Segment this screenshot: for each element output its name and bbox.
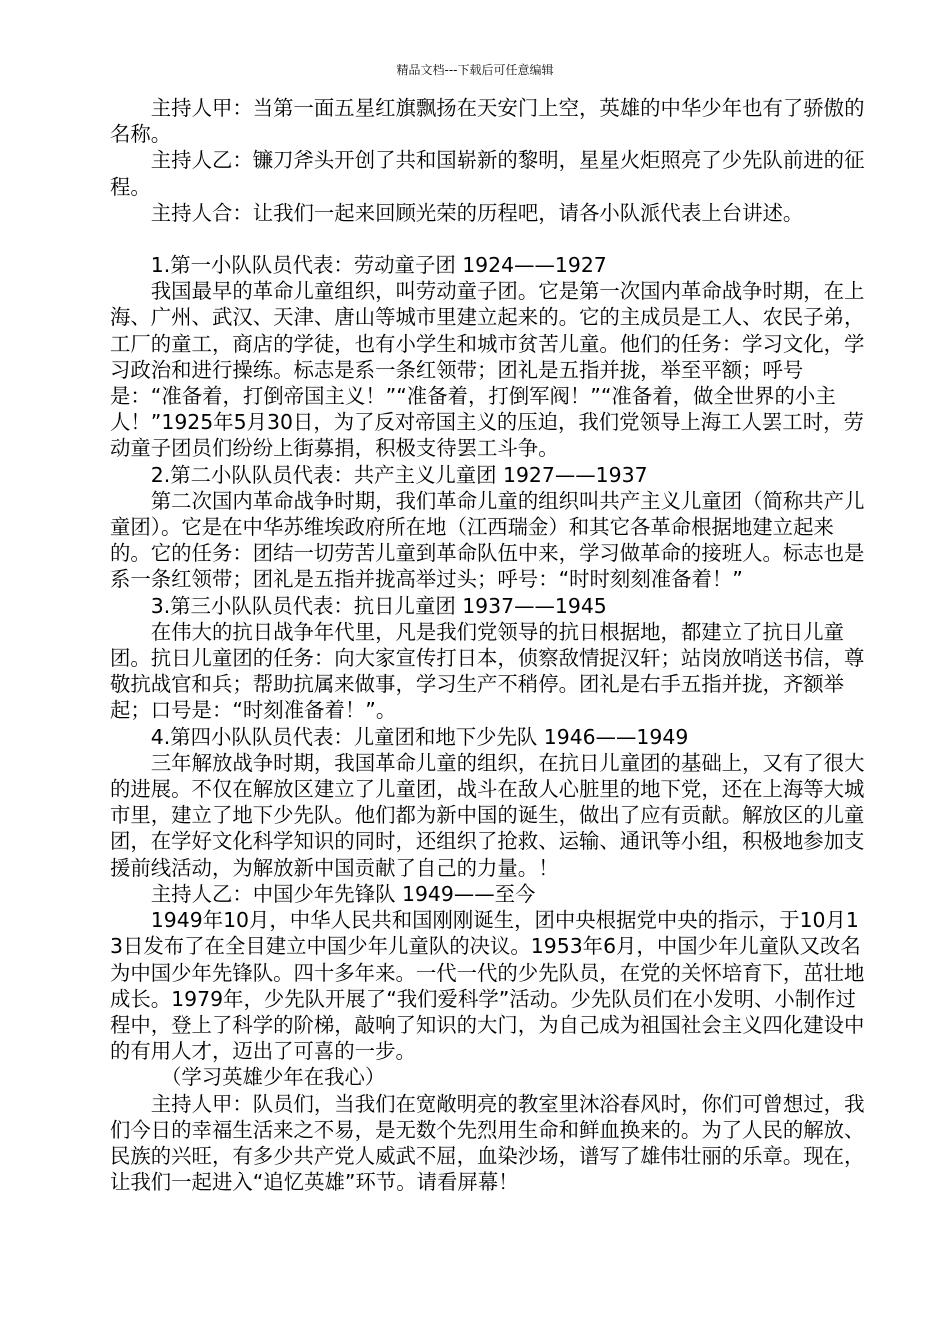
subsection-title: （学习英雄少年在我心）: [161, 1065, 386, 1090]
section-heading-2: 2.第二小队队员代表：共产主义儿童团 1927——1937: [150, 462, 648, 487]
page-header: 精品文档---下载后可任意编辑: [396, 63, 554, 77]
section-heading-1: 1.第一小队队员代表：劳动童子团 1924——1927: [150, 253, 607, 278]
blank-line: [110, 226, 865, 252]
section-body-4: 三年解放战争时期，我国革命儿童的组织，在抗日儿童团的基础上，又有了很大的进展。不仅在解放区建立了儿童团，战斗在敌人心脏里的地下党，还在上海等大城市里，建立了地下少先队。他们都为新中国的诞生，做出了应有贡献。解放区的儿童团，在学好文化科学知识的同时，还组织了抢救、运输、通讯等小组，积极地参加支援前线活动，为解放新中国贡献了自己的力量。！: [110, 750, 865, 880]
section-heading-5: 主持人乙：中国少年先锋队 1949——至今: [150, 881, 536, 906]
section-heading-4: 4.第四小队队员代表：儿童团和地下少先队 1946——1949: [150, 724, 689, 749]
section-body-3: 在伟大的抗日战争年代里，凡是我们党领导的抗日根据地，都建立了抗日儿童团。抗日儿童团的任务：向大家宣传打日本，侦察敌情捉汉轩；站岗放哨送书信，尊敬抗战官和兵；帮助抗属来做事，学习生产不稍停。团礼是右手五指并拢，齐额举起；口号是：“时刻准备着！”。: [110, 619, 865, 723]
document-body: [110, 95, 865, 1195]
host-a-intro: 主持人甲：当第一面五星红旗飘扬在天安门上空，英雄的中华少年也有了骄傲的名称。: [110, 96, 865, 147]
section-heading-3: 3.第三小队队员代表：抗日儿童团 1937——1945: [150, 593, 607, 618]
section-body-2: 第二次国内革命战争时期，我们革命儿童的组织叫共产主义儿童团（简称共产儿童团）。它是在中华苏维埃政府所在地（江西瑞金）和其它各革命根据地建立起来的。它的任务：团结一切劳苦儿童到革命队伍中来，学习做革命的接班人。标志也是系一条红领带；团礼是五指并拢高举过头；呼号：“时时刻刻准备着！”: [110, 488, 865, 592]
section-body-1: 我国最早的革命儿童组织，叫劳动童子团。它是第一次国内革命战争时期，在上海、广州、武汉、天津、唐山等城市里建立起来的。它的主成员是工人、农民子弟，工厂的童工，商店的学徒，也有小学生和城市贫苦儿童。他们的任务：学习文化，学习政治和进行操练。标志是系一条红领带；团礼是五指并拢，举至平额；呼号是：“准备着，打倒帝国主义！”“准备着，打倒军阀！”“准备着，做全世界的小主人！”1925年5月30日，为了反对帝国主义的压迫，我们党领导上海工人罢工时，劳动童子团员们纷纷上街募捐，积极支待罢工斗争。: [110, 279, 865, 461]
hosts-together-intro: 主持人合：让我们一起来回顾光荣的历程吧，请各小队派代表上台讲述。: [150, 200, 804, 225]
host-b-intro: 主持人乙：镰刀斧头开创了共和国崭新的黎明，星星火炬照亮了少先队前进的征程。: [110, 148, 865, 199]
section-body-5: 1949年10月，中华人民共和国刚刚诞生，团中央根据党中央的指示，于10月13日发布了在全目建立中国少年儿童队的决议。1953年6月，中国少年儿童队又改名为中国少年先锋队。四十多年来。一代一代的少先队员，在党的关怀培育下，茁壮地成长。1979年，少先队开展了“我们爱科学”活动。少先队员们在小发明、小制作过程中，登上了科学的阶梯，敲响了知识的大门，为自己成为祖国社会主义四化建设中的有用人才，迈出了可喜的一步。: [110, 908, 865, 1064]
host-a-closing: 主持人甲：队员们，当我们在宽敞明亮的教室里沐浴春风时，你们可曾想过，我们今日的幸福生活来之不易，是无数个先烈用生命和鲜血换来的。为了人民的解放、民族的兴旺，有多少共产党人威武不屈，血染沙场，谱写了雄伟壮丽的乐章。现在，让我们一起进入“追忆英雄”环节。请看屏幕！: [110, 1091, 865, 1195]
